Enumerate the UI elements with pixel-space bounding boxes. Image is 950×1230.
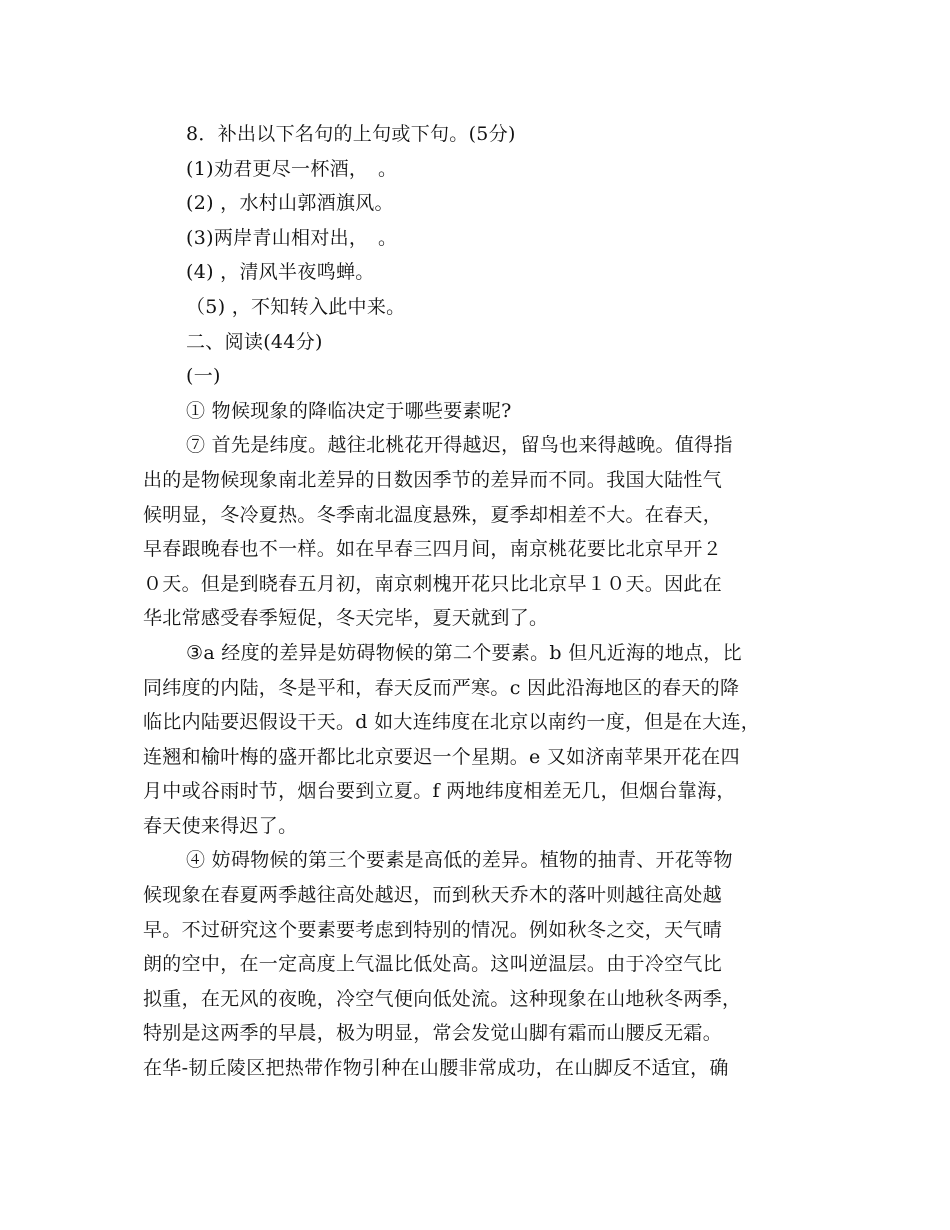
- text-line: 临比内陆要迟假设干天。d 如大连纬度在北京以南约一度，但是在大连，: [143, 711, 761, 734]
- text-line: 候现象在春夏两季越往高处越迟，而到秋天乔木的落叶则越往高处越: [143, 884, 723, 907]
- text-line: 华北常感受春季短促，冬天完毕，夏天就到了。: [143, 607, 549, 630]
- text-line: ③a 经度的差异是妨碍物候的第二个要素。b 但凡近海的地点，比: [186, 641, 742, 664]
- text-line: ④ 妨碍物候的第三个要素是高低的差异。植物的抽青、开花等物: [186, 849, 733, 872]
- text-line: (2) ，水村山郭酒旗风。: [186, 192, 394, 215]
- text-line: 二、阅读(44分): [186, 330, 323, 353]
- text-line: 朗的空中，在一定高度上气温比低处高。这叫逆温层。由于冷空气比: [143, 953, 723, 976]
- text-line: 同纬度的内陆，冬是平和，春天反而严寒。c 因此沿海地区的春天的降: [143, 676, 740, 699]
- text-line: ① 物候现象的降临决定于哪些要素呢?: [186, 399, 512, 422]
- text-line: (3)两岸青山相对出， 。: [186, 226, 398, 249]
- text-line: 春天使来得迟了。: [143, 814, 298, 837]
- text-line: 早。不过研究这个要素要考虑到特别的情况。例如秋冬之交，天气晴: [143, 918, 723, 941]
- document-body: [143, 117, 813, 1086]
- text-line: ０天。但是到晓春五月初，南京刺槐开花只比北京早１０天。因此在: [143, 572, 723, 595]
- text-line: 在华-韧丘陵区把热带作物引种在山腰非常成功，在山脚反不适宜，确: [143, 1057, 729, 1080]
- text-line: 拟重，在无风的夜晚，冷空气便向低处流。这种现象在山地秋冬两季，: [143, 987, 742, 1010]
- text-line: ⑦ 首先是纬度。越往北桃花开得越迟，留鸟也来得越晚。值得指: [186, 434, 733, 457]
- text-line: 8．补出以下名句的上句或下句。(5分): [186, 123, 516, 145]
- text-line: 候明显，冬冷夏热。冬季南北温度悬殊，夏季却相差不大。在春天，: [143, 503, 723, 526]
- text-line: (1)劝君更尽一杯酒， 。: [186, 157, 398, 180]
- text-line: (一): [186, 365, 221, 388]
- text-line: 特别是这两季的早晨，极为明显，常会发觉山脚有霜而山腰反无霜。: [143, 1022, 723, 1045]
- text-line: 连翘和榆叶梅的盛开都比北京要迟一个星期。e 又如济南苹果开花在四: [143, 745, 740, 768]
- text-line: (4) ，清风半夜鸣蝉。: [186, 261, 375, 284]
- text-line: 早春跟晚春也不一样。如在早春三四月间，南京桃花要比北京早开２: [143, 538, 723, 561]
- text-line: 月中或谷雨时节，烟台要到立夏。f 两地纬度相差无几，但烟台靠海，: [143, 780, 736, 803]
- text-line: 出的是物候现象南北差异的日数因季节的差异而不同。我国大陆性气: [143, 468, 723, 491]
- text-line: （5) ，不知转入此中来。: [186, 295, 406, 318]
